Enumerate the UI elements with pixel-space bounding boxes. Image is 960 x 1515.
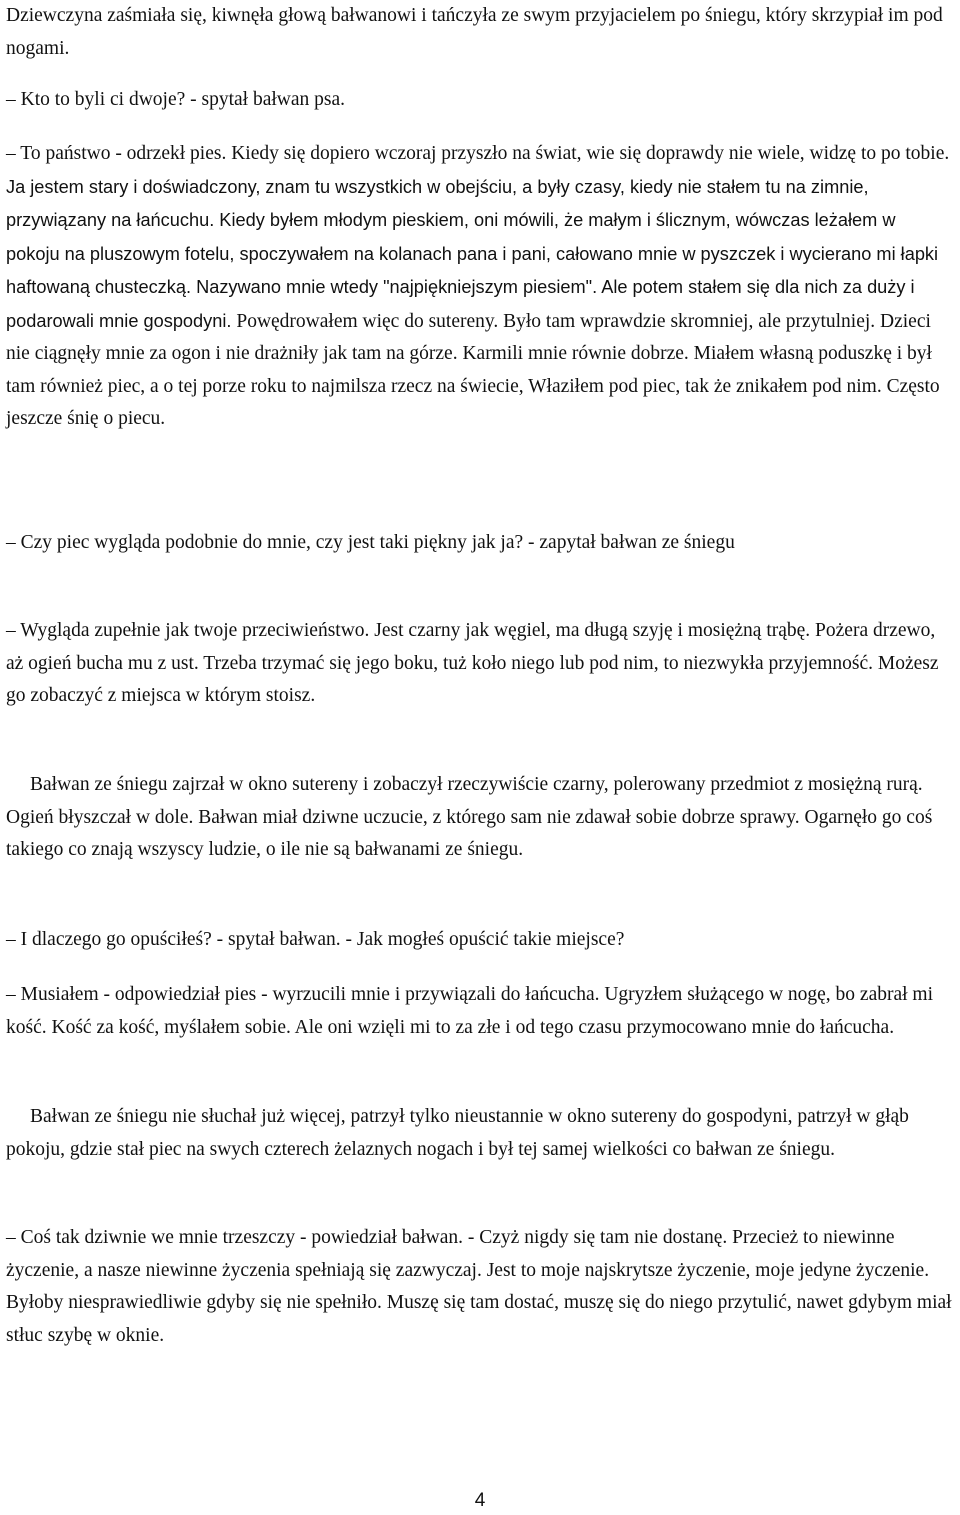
paragraph-8	[6, 979, 954, 1044]
paragraph-4	[6, 527, 954, 560]
paragraph-5	[6, 615, 954, 713]
paragraph-text	[6, 1101, 954, 1166]
paragraph-text: – Musiałem - odpowiedział pies - wyrzucili mnie i przywiązali do łańcucha. Ugryzłem służącego w nogę, bo zabrał mi kość. Kość za kość, myślałem sobie. Ale oni wzięli mi to za złe i od tego czasu przymocowano mnie do łańcucha.	[6, 984, 934, 1038]
paragraph-7	[6, 924, 954, 957]
paragraph-10	[6, 1222, 954, 1352]
paragraph-text: – Wygląda zupełnie jak twoje przeciwieństwo. Jest czarny jak węgiel, ma długą szyję i mosiężną trąbę. Pożera drzewo, aż ogień bucha mu z ust. Trzeba trzymać się jego boku, tuż koło niego lub pod nim, to niezwykła przyjemność. Możesz go zobaczyć z miejsca w którym stoisz.	[6, 620, 939, 706]
paragraph-segment: Bałwan ze śniegu zajrzał w okno sutereny i zobaczył rzeczywiście czarny, polerowany przedmiot z mosiężną rurą. Ogień błyszczał w dole. Bałwan miał dziwne uczucie, z którego sam nie zdawał sobie dobrze sprawy. Ogarnęło go coś takiego co znają wszyscy ludzie, o ile nie są bałwanami ze śniegu.	[6, 774, 933, 860]
paragraph-text: – Czy piec wygląda podobnie do mnie, czy jest taki piękny jak ja? - zapytał bałwan ze śniegu	[6, 532, 735, 553]
paragraph-text: – Coś tak dziwnie we mnie trzeszczy - powiedział bałwan. - Czyż nigdy się tam nie dostanę. Przecież to niewinne życzenie, a nasze niewinne życzenia spełniają się zazwyczaj. Jest to moje najskrytsze życzenie, moje jedyne życzenie. Byłoby niesprawiedliwie gdyby się nie spełniło. Muszę się tam dostać, muszę się do niego przytulić, nawet gdybym miał stłuc szybę w oknie.	[6, 1227, 952, 1346]
paragraph-text: Dziewczyna zaśmiała się, kiwnęła głową bałwanowi i tańczyła ze swym przyjacielem po śniegu, który skrzypiał im pod nogami.	[6, 5, 943, 59]
page-number: 4	[474, 1490, 486, 1511]
paragraph-1	[6, 0, 954, 65]
paragraph-segment: – To państwo - odrzekł pies. Kiedy się dopiero wczoraj przyszło na świat, wie się doprawdy nie wiele, widzę to po tobie.	[6, 143, 950, 164]
paragraph-text: – Kto to byli ci dwoje? - spytał bałwan psa.	[6, 89, 346, 110]
paragraph-3	[6, 137, 954, 436]
paragraph-text	[6, 137, 954, 436]
paragraph-2	[6, 84, 954, 117]
paragraph-segment: Bałwan ze śniegu nie słuchał już więcej, patrzył tylko nieustannie w okno sutereny do gospodyni, patrzył w głąb pokoju, gdzie stał piec na swych czterech żelaznych nogach i był tej samej wielkości co bałwan ze śniegu.	[6, 1106, 909, 1160]
paragraph-6	[6, 769, 954, 867]
paragraph-segment: Ja jestem stary i doświadczony, znam tu wszystkich w obejściu, a były czasy, kiedy nie stałem tu na zimnie, przywiązany na łańcuchu. Kiedy byłem młodym pieskiem, oni mówili, że małym i ślicznym, wówczas leżałem w pokoju na pluszowym fotelu, spoczywałem na kolanach pana i pani, całowano mnie w pyszczek i wycierano mi łapki haftowaną chusteczką. Nazywano mnie wtedy "najpiękniejszym piesiem". Ale potem stałem się dla nich za duży i podarowali mnie gospodyni.	[6, 176, 939, 331]
paragraph-text: – I dlaczego go opuściłeś? - spytał bałwan. - Jak mogłeś opuścić takie miejsce?	[6, 929, 625, 950]
paragraph-9	[6, 1101, 954, 1166]
paragraph-segment: Powędrowałem więc do sutereny. Było tam wprawdzie skromniej, ale przytulniej. Dzieci nie ciągnęły mnie za ogon i nie drażniły jak tam na górze. Karmili mnie równie dobrze. Miałem własną poduszkę i był tam również piec, a o tej porze roku to najmilsza rzecz na świecie, Właziłem pod piec, tak że znikałem pod nim. Często jeszcze śnię o piecu.	[6, 310, 940, 429]
paragraph-text	[6, 769, 954, 867]
